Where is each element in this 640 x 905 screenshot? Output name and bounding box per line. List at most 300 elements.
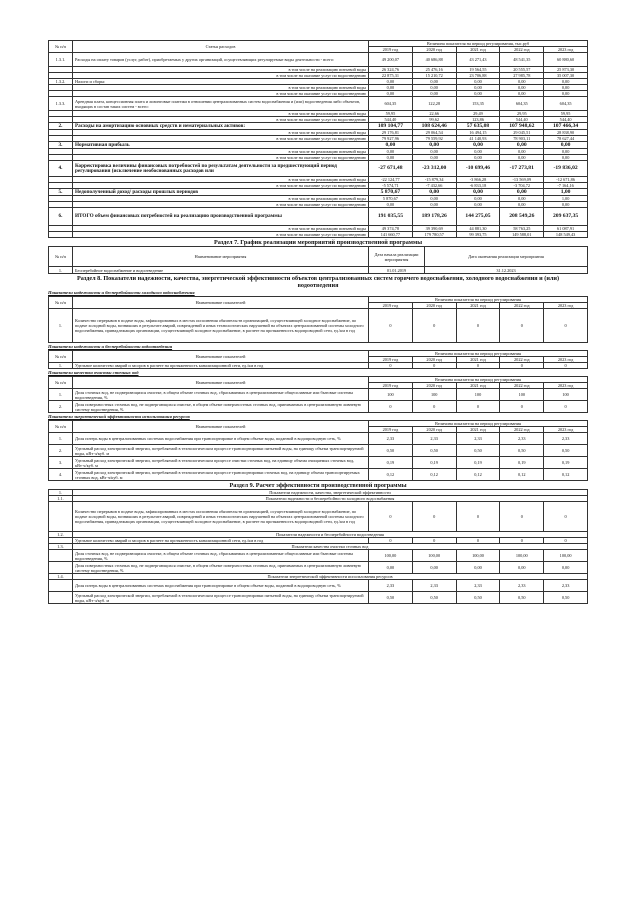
row-value: -22 124,77 [369,177,413,183]
expense-row [49,189,588,196]
row-value: 59,95 [544,111,588,117]
row-value: 0 [500,309,544,343]
col-name-header: Наименование показателей [73,377,369,389]
row-value: -5 574,71 [369,183,413,189]
row-value: -19 836,02 [544,161,588,177]
row-value: 22,66 [412,111,456,117]
row-value: 0,50 [412,592,456,604]
expense-row [49,232,588,238]
year-header: 2023 год [544,47,588,53]
row-value: 0,19 [412,457,456,469]
row-number [49,580,73,592]
row-number [49,232,73,238]
row-value: 79 927,96 [369,136,413,142]
row-value: 0,50 [412,445,456,457]
section-7-title: Раздел 7. График реализации мероприятий производственной программы [213,239,423,246]
row-heading: Показатели качества очистки сточных вод [73,544,588,550]
row-value: 26 324,76 [369,67,413,73]
row-value: 58 763,25 [500,226,544,232]
row-value: 16 494,15 [456,130,500,136]
row-name: в том числе на оказание услуг по водоотведению [73,117,369,123]
row-number [49,592,73,604]
row-value: 0,19 [500,457,544,469]
row-value: 0,00 [544,85,588,91]
row-value: 48 541,35 [500,53,544,67]
year-header: 2019 год [369,383,413,389]
row-value: 153,35 [456,97,500,111]
row-value: -12 671,86 [544,177,588,183]
row-value: 0 [412,363,456,369]
row-value: 0 [456,363,500,369]
period-group-header: Величина показателя на период регулирования [369,351,588,357]
row-value: 0 [544,363,588,369]
row-value: -7 432,66 [412,183,456,189]
row-value: 0 [456,538,500,544]
row-number: 1.1. [49,496,73,502]
row-number [49,562,73,574]
efficiency-row [49,502,588,532]
row-value: 0,50 [500,445,544,457]
row-name: в том числе на оказание услуг по водоотведению [73,73,369,79]
row-value: -13 569,09 [500,177,544,183]
row-value: 0 [544,401,588,413]
row-value: 0,12 [412,469,456,481]
row-value: 107 948,62 [500,123,544,130]
row-value: 100 [456,389,500,401]
year-header: 2021 год [456,357,500,363]
period-group-header: Величина показателя на период регулирования [369,297,588,303]
row-name: Недополученный доход/ расходы прошлых периодов [73,189,369,196]
efficiency-row [49,562,588,574]
row-value: 209 637,35 [544,208,588,226]
row-value: 19 564,55 [456,67,500,73]
row-value: 0,00 [369,202,413,208]
row-value: 0,00 [412,196,456,202]
row-value: 0,00 [544,202,588,208]
row-value: 100,00 [544,550,588,562]
row-value: 0,19 [456,457,500,469]
row-value: 2,33 [412,433,456,445]
col-num-header: № п/п [49,247,73,267]
row-number: 4. [49,161,73,177]
row-value: 0 [412,538,456,544]
row-name: в том числе на реализацию питьевой воды [73,111,369,117]
efficiency-row [49,592,588,604]
efficiency-row [49,550,588,562]
row-name: в том числе на реализацию питьевой воды [73,149,369,155]
row-number: 2. [49,445,73,457]
row-value: 100 [500,389,544,401]
year-header: 2022 год [500,357,544,363]
row-value: 0 [544,538,588,544]
col-num-header: № п/п [49,297,73,309]
row-value: 208 549,26 [500,208,544,226]
row-value: 0,00 [369,562,413,574]
row-value: 148 549,43 [544,232,588,238]
row-name: Расходы на амортизацию основных средств и нематериальных активов: [73,123,369,130]
row-value: 100 [369,389,413,401]
row-value: 0,50 [500,592,544,604]
row-name: Доля сточных вод, не подвергающихся очистке, в общем объеме сточных вод, сбрасываемых в централизованные общесплавные или бытовые системы водоотведения, % [73,389,369,401]
row-value: 0,00 [500,91,544,97]
row-value: 191 035,55 [369,208,413,226]
row-value: 0,50 [369,592,413,604]
efficiency-table [48,489,588,604]
row-name: Доля поверхностных сточных вод, не подвергающихся очистке, в общем объеме поверхностных сточных вод, принимаемых в централизованную ливневую систему водоотведения, % [73,562,369,574]
row-name: Количество перерывов в подаче воды, зафиксированных в местах исполнения обязательств организацией, осуществляющей холодное водоснабжение, по подаче холодной воды, возникших в результате аварий, повреждений и иных технологических нарушений на объектах централизованной системы холодного водоснабжения, принадлежащих организации, осуществляющей холодное водоснабжение, в расчете на протяженность водопроводной сети, ед./км в год [73,309,369,343]
indicator-row [49,389,588,401]
row-value: 23 706,88 [456,73,500,79]
row-value: 2,33 [456,580,500,592]
row-value: 25 476,16 [412,67,456,73]
row-value: 544,40 [544,117,588,123]
row-name: Удельный расход электрической энергии, потребляемой в технологическом процессе транспортировки сточных вод, на единицу объема транспортируемых сточных вод, кВт·ч/куб. м [73,469,369,481]
row-value: 0 [369,538,413,544]
row-value: 0,50 [369,445,413,457]
row-name: Корректировка величины финансовых потребностей по результатам деятельности за предшествующий период регулирования (исключение необоснованных расходов или [73,161,369,177]
indicator-table [48,376,588,413]
year-header: 2021 год [456,383,500,389]
row-value: 0,00 [412,142,456,149]
row-name: в том числе на реализацию питьевой воды [73,85,369,91]
indicator-table [48,350,588,369]
row-number [49,502,73,532]
row-value: 100,00 [369,550,413,562]
row-name: Удельный расход электрической энергии, потребляемой в технологическом процессе транспортировки питьевой воды, на единицу объема транспортируемой воды, кВт·ч/куб. м [73,592,369,604]
year-header: 2023 год [544,427,588,433]
row-value: 0 [456,309,500,343]
period-group-header: Величина показателя на период регулирования, тыс.руб [369,41,588,47]
row-value: 100 [544,389,588,401]
row-name: ИТОГО объем финансовых потребностей на реализацию производственной программы [73,208,369,226]
row-name: в том числе на реализацию питьевой воды [73,177,369,183]
row-value: 43 271,43 [456,53,500,67]
year-header: 2022 год [500,383,544,389]
row-number: 1.3. [49,544,73,550]
col-num-header: № п/п [49,421,73,433]
row-name: в том числе на оказание услуг по водоотведению [73,91,369,97]
row-value: 604,35 [544,97,588,111]
row-value: 0,00 [412,155,456,161]
row-value: 0 [500,363,544,369]
col-name-header: Наименование показателей [73,421,369,433]
row-number: 4. [49,469,73,481]
row-number: 1.3.2. [49,79,73,85]
col-num-header: № п/п [49,377,73,389]
indicator-table [48,420,588,481]
row-name: Расходы на оплату товаров (услуг, работ), приобретаемых у других организаций, осуществляющих регулируемые виды деятельности - всего: [73,53,369,67]
row-number: 2. [49,401,73,413]
row-number: 3. [49,142,73,149]
row-value: 1,00 [544,189,588,196]
row-value: 100 [412,389,456,401]
row-value: 79 559,92 [412,136,456,142]
year-header: 2022 год [500,427,544,433]
row-value: 0,50 [456,592,500,604]
row-value: 39 390,69 [412,226,456,232]
row-value: 5 870,67 [369,189,413,196]
row-name: в том числе на реализацию питьевой воды [73,226,369,232]
row-value: 0 [369,502,413,532]
row-value: 109 104,77 [369,123,413,130]
row-name: Арендная плата, концессионная плата и лизинговые платежи в отношении централизованных систем водоснабжения и (или) водоотведения либо объектов, входящих в состав таких систем - всего: [73,97,369,111]
row-name: Удельное количество аварий и засоров в расчете на протяженность канализационной сети, ед./км в год [73,363,369,369]
row-value: 60 880,60 [544,53,588,67]
document-page [48,40,588,604]
row-number: 3. [49,457,73,469]
expenses-table [48,40,588,238]
year-header: 2021 год [456,427,500,433]
row-value: -7 164,16 [544,183,588,189]
row-value: 0,00 [412,562,456,574]
row-value: 179 780,57 [412,232,456,238]
row-value: 0,12 [456,469,500,481]
row-value: 29,49 [456,111,500,117]
row-value: 1,00 [544,196,588,202]
indicator-row [49,469,588,481]
year-header: 2020 год [412,383,456,389]
row-value: 27 985,78 [500,73,544,79]
row-value: 22 875,31 [369,73,413,79]
row-value: 99,62 [412,117,456,123]
col-num-header: № п/п [49,351,73,363]
row-value: 78 627,44 [544,136,588,142]
row-name: Доля потерь воды в централизованных системах водоснабжения при транспортировке в общем объеме воды, поданной в водопроводную сеть, % [73,580,369,592]
row-number [49,550,73,562]
row-number: 1. [49,389,73,401]
row-value: 0,00 [500,149,544,155]
row-heading: Показатели надежности, качества, энергетической эффективности [73,490,588,496]
row-value: 100,00 [412,550,456,562]
indicator-row [49,363,588,369]
row-value: 2,33 [500,433,544,445]
period-group-header: Величина показателя на период регулирования [369,377,588,383]
row-value: 123,86 [456,117,500,123]
row-name: в том числе на реализацию питьевой воды [73,130,369,136]
row-value: 5 870,67 [369,196,413,202]
col-name-header: Наименование показателей [73,351,369,363]
indicator-row [49,309,588,343]
row-value: 0,00 [412,91,456,97]
row-number: 1.3.1. [49,53,73,67]
efficiency-row [49,580,588,592]
year-header: 2021 год [456,303,500,309]
indicator-group-heading: Показатели качества очистки сточных вод [48,370,139,375]
row-name: Доля поверхностных сточных вод, не подвергающихся очистке, в общем объеме поверхностных сточных вод, принимаемых в централизованную ливневую систему водоотведения, % [73,401,369,413]
indicator-group-heading: Показатели энергетической эффективности использования ресурсов [48,414,190,419]
row-value: 41 140,93 [456,136,500,142]
row-value: 0,00 [500,196,544,202]
row-value: 2,33 [456,433,500,445]
row-value: 57 635,08 [456,123,500,130]
year-header: 2020 год [412,47,456,53]
row-value: 0,00 [456,155,500,161]
col-name-header: Наименование показателей [73,297,369,309]
row-value: 144 275,05 [456,208,500,226]
row-name: Удельный расход электрической энергии, потребляемой в технологическом процессе транспортировки питьевой воды, на единицу объема транспортируемой воды, кВт·ч/куб. м [73,445,369,457]
row-value: 0,00 [456,189,500,196]
year-header: 2023 год [544,303,588,309]
row-value: 149 588,01 [500,232,544,238]
row-value: -10 699,46 [456,161,500,177]
row-value: -23 312,00 [412,161,456,177]
row-value: 107 466,34 [544,123,588,130]
row-value: 2,33 [369,433,413,445]
row-value: 0,00 [369,79,413,85]
row-name: в том числе на оказание услуг по водоотведению [73,232,369,238]
row-value: 0 [412,309,456,343]
row-value: 0,00 [500,142,544,149]
year-header: 2021 год [456,47,500,53]
expense-row [49,123,588,130]
row-number: 1. [49,363,73,369]
row-value: 35 007,30 [544,73,588,79]
row-name: Доля потерь воды в централизованных системах водоснабжения при транспортировке в общем объеме воды, поданной в водопроводную сеть, % [73,433,369,445]
row-number: 5. [49,189,73,196]
row-name: Налоги и сборы: [73,79,369,85]
row-value: 0,00 [500,155,544,161]
row-name: Количество перерывов в подаче воды, зафиксированных в местах исполнения обязательств организацией, осуществляющей холодное водоснабжение, по подаче холодной воды, возникших в результате аварий, повреждений и иных технологических нарушений на объектах централизованной системы холодного водоснабжения, принадлежащих организации, осуществляющей холодное водоснабжение, в расчете на протяженность водопроводной сети, ед./км в год [73,502,369,532]
row-value: 0 [456,401,500,413]
row-value: 108 624,46 [412,123,456,130]
expense-row [49,208,588,226]
schedule-row-end: 31.12.2023 [425,267,588,274]
col-name-header: Наименование мероприятия [73,247,369,267]
row-value: 0,00 [500,202,544,208]
row-value: 0 [544,502,588,532]
schedule-row-num: 1. [49,267,73,274]
year-header: 2022 год [500,303,544,309]
row-value: -17 273,81 [500,161,544,177]
row-heading: Показатели надежности и бесперебойности холодного водоснабжения [73,496,588,502]
row-value: 0 [412,401,456,413]
period-group-header: Величина показателя на период регулирования [369,421,588,427]
row-value: 189 178,26 [412,208,456,226]
row-name: в том числе на реализацию питьевой воды [73,196,369,202]
row-value: 0,00 [544,79,588,85]
row-value: 0,50 [456,445,500,457]
row-value: 20 555,57 [500,67,544,73]
row-value: 0,00 [500,189,544,196]
row-value: 0,50 [544,592,588,604]
row-value: 544,40 [369,117,413,123]
row-value: 2,33 [412,580,456,592]
year-header: 2019 год [369,357,413,363]
row-value: 0,00 [369,91,413,97]
row-value: 25 873,30 [544,67,588,73]
indicator-group-heading: Показатели надежности и бесперебойности холодного водоснабжения [48,290,195,295]
row-value: 0 [369,363,413,369]
year-header: 2023 год [544,357,588,363]
row-heading: Показатели надежности и бесперебойности водоотведения [73,532,588,538]
row-value: 78 903,11 [500,136,544,142]
row-value: 0,00 [456,196,500,202]
row-value: 61 087,91 [544,226,588,232]
row-value: 0,00 [544,562,588,574]
row-value: 604,35 [500,97,544,111]
row-value: 0 [412,502,456,532]
row-value: 0 [369,309,413,343]
row-value: 28 838,90 [544,130,588,136]
row-value: 0,00 [369,149,413,155]
row-value: 0,00 [369,85,413,91]
row-value: 2,33 [369,580,413,592]
row-value: 59,95 [369,111,413,117]
row-value: 100,00 [500,550,544,562]
indicator-group-heading: Показатели надежности и бесперебойности водоотведения [48,344,173,349]
col-start-header: Дата начала реализации мероприятия [369,247,425,267]
row-value: 0,00 [544,155,588,161]
row-value: -15 879,34 [412,177,456,183]
row-value: 0,00 [500,85,544,91]
year-header: 2022 год [500,47,544,53]
schedule-table [48,246,588,274]
row-value: 49 374,78 [369,226,413,232]
row-value: 2,33 [500,580,544,592]
row-value: 0,00 [369,142,413,149]
row-value: 0,00 [500,562,544,574]
year-header: 2020 год [412,357,456,363]
row-value: 0 [456,502,500,532]
row-value: 0,00 [412,189,456,196]
row-value: 0,00 [456,85,500,91]
row-value: 604,35 [369,97,413,111]
expense-row [49,97,588,111]
row-value: 0,19 [369,457,413,469]
row-value: 29 176,81 [369,130,413,136]
row-value: 0,12 [544,469,588,481]
col-num-header: № п/п [49,41,73,53]
row-name: в том числе на оказание услуг по водоотведению [73,202,369,208]
row-value: 0,00 [456,142,500,149]
indicator-row [49,457,588,469]
row-number: 1. [49,309,73,343]
year-header: 2020 год [412,303,456,309]
row-value: 0,00 [412,85,456,91]
row-value: 0,00 [544,149,588,155]
row-value: 2,33 [544,433,588,445]
row-value: 29,95 [500,111,544,117]
row-value: 99 393,75 [456,232,500,238]
row-value: 0,00 [456,202,500,208]
section-9-title: Раздел 9. Расчет эффективности производственной программы [229,482,407,489]
row-value: 0,50 [544,445,588,457]
year-header: 2023 год [544,383,588,389]
row-value: 29 045,51 [500,130,544,136]
indicator-row [49,401,588,413]
row-value: -6 833,18 [456,183,500,189]
row-name: Доля сточных вод, не подвергающихся очистке, в общем объеме сточных вод, сбрасываемых в централизованные общесплавные или бытовые системы водоотведения, % [73,550,369,562]
row-value: 141 660,77 [369,232,413,238]
row-number: 1.2. [49,532,73,538]
row-value: 0,19 [544,457,588,469]
row-name: Нормативная прибыль [73,142,369,149]
row-value: 100,00 [456,550,500,562]
row-value: 122,28 [412,97,456,111]
row-value: 0,00 [456,149,500,155]
row-number: 1.4. [49,574,73,580]
year-header: 2020 год [412,427,456,433]
row-value: 0,12 [369,469,413,481]
schedule-row-start: 01.01.2019 [369,267,425,274]
row-number: 2. [49,123,73,130]
row-value: 0,00 [456,91,500,97]
row-value: 29 064,54 [412,130,456,136]
row-value: 49 200,07 [369,53,413,67]
row-value: 0,12 [500,469,544,481]
row-value: 0,00 [412,79,456,85]
row-number: 1.3.3. [49,97,73,111]
